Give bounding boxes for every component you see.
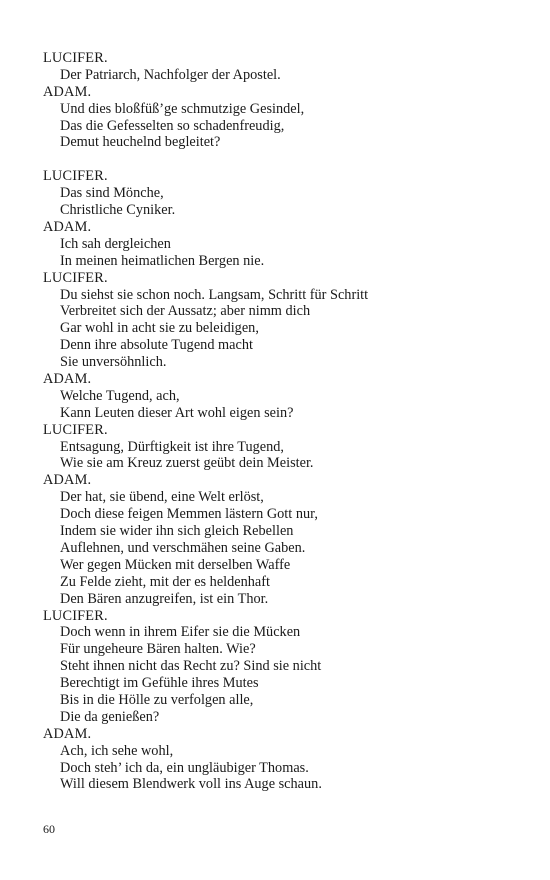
verse-line: Und dies bloßfüß’ge schmutzige Gesindel,: [60, 100, 305, 117]
speaker-name: LUCIFER.: [43, 421, 108, 438]
verse-line: Der Patriarch, Nachfolger der Apostel.: [60, 66, 281, 83]
verse-line: Berechtigt im Gefühle ihres Mutes: [60, 675, 259, 692]
speaker-name: ADAM.: [43, 219, 92, 236]
text-column: [43, 50, 523, 793]
verse-line: In meinen heimatlichen Bergen nie.: [60, 252, 265, 269]
dialogue-block: [43, 50, 523, 84]
page-number: 60: [43, 822, 55, 836]
speaker-name: ADAM.: [43, 83, 92, 100]
dialogue-block: [43, 472, 523, 607]
verse-line: Entsagung, Dürftigkeit ist ihre Tugend,: [60, 438, 284, 455]
verse-line: Du siehst sie schon noch. Langsam, Schritt für Schritt: [60, 286, 369, 303]
dialogue-block: [43, 168, 523, 219]
verse-line: Verbreitet sich der Aussatz; aber nimm dich: [60, 303, 311, 320]
verse-line: Doch steh’ ich da, ein ungläubiger Thomas.: [60, 759, 309, 776]
verse-line: Den Bären anzugreifen, ist ein Thor.: [60, 590, 269, 607]
speaker-name: ADAM.: [43, 725, 92, 742]
verse-line: Doch diese feigen Memmen lästern Gott nur,: [60, 506, 318, 523]
verse-line: Denn ihre absolute Tugend macht: [60, 337, 253, 354]
dialogue-block: [43, 270, 523, 371]
verse-line: Steht ihnen nicht das Recht zu? Sind sie nicht: [60, 658, 322, 675]
speaker-name: LUCIFER.: [43, 607, 108, 624]
dialogue-block: [43, 608, 523, 726]
verse-line: Indem sie wider ihn sich gleich Rebellen: [60, 523, 294, 540]
verse-line: Der hat, sie übend, eine Welt erlöst,: [60, 489, 264, 506]
verse-line: Bis in die Hölle zu verfolgen alle,: [60, 691, 254, 708]
verse-line: Doch wenn in ihrem Eifer sie die Mücken: [60, 624, 301, 641]
verse-line: Wie sie am Kreuz zuerst geübt dein Meister.: [60, 455, 314, 472]
verse-line: Sie unversöhnlich.: [60, 354, 167, 371]
speaker-name: ADAM.: [43, 472, 92, 489]
verse-line: Wer gegen Mücken mit derselben Waffe: [60, 556, 291, 573]
dialogue-block: [43, 84, 523, 152]
verse-line: Auflehnen, und verschmähen seine Gaben.: [60, 539, 306, 556]
verse-line: Zu Felde zieht, mit der es heldenhaft: [60, 573, 271, 590]
dialogue-block: [43, 726, 523, 794]
verse-line: Kann Leuten dieser Art wohl eigen sein?: [60, 404, 294, 421]
speaker-name: LUCIFER.: [43, 269, 108, 286]
dialogue-block: [43, 422, 523, 473]
verse-line: Für ungeheure Bären halten. Wie?: [60, 641, 256, 658]
dialogue-block: [43, 219, 523, 270]
verse-line: Will diesem Blendwerk voll ins Auge schaun.: [60, 776, 322, 793]
verse-line: Ach, ich sehe wohl,: [60, 742, 174, 759]
verse-line: Das die Gefesselten so schadenfreudig,: [60, 117, 285, 134]
speaker-name: LUCIFER.: [43, 50, 108, 66]
speaker-name: LUCIFER.: [43, 168, 108, 185]
verse-line: Das sind Mönche,: [60, 185, 164, 202]
verse-line: Welche Tugend, ach,: [60, 387, 180, 404]
verse-line: Die da genießen?: [60, 708, 160, 725]
dialogue-block: [43, 371, 523, 422]
speaker-name: ADAM.: [43, 371, 92, 388]
verse-line: Gar wohl in acht sie zu beleidigen,: [60, 320, 259, 337]
verse-line: Demut heuchelnd begleitet?: [60, 134, 221, 151]
verse-line: Christliche Cyniker.: [60, 202, 176, 219]
verse-line: Ich sah dergleichen: [60, 235, 171, 252]
